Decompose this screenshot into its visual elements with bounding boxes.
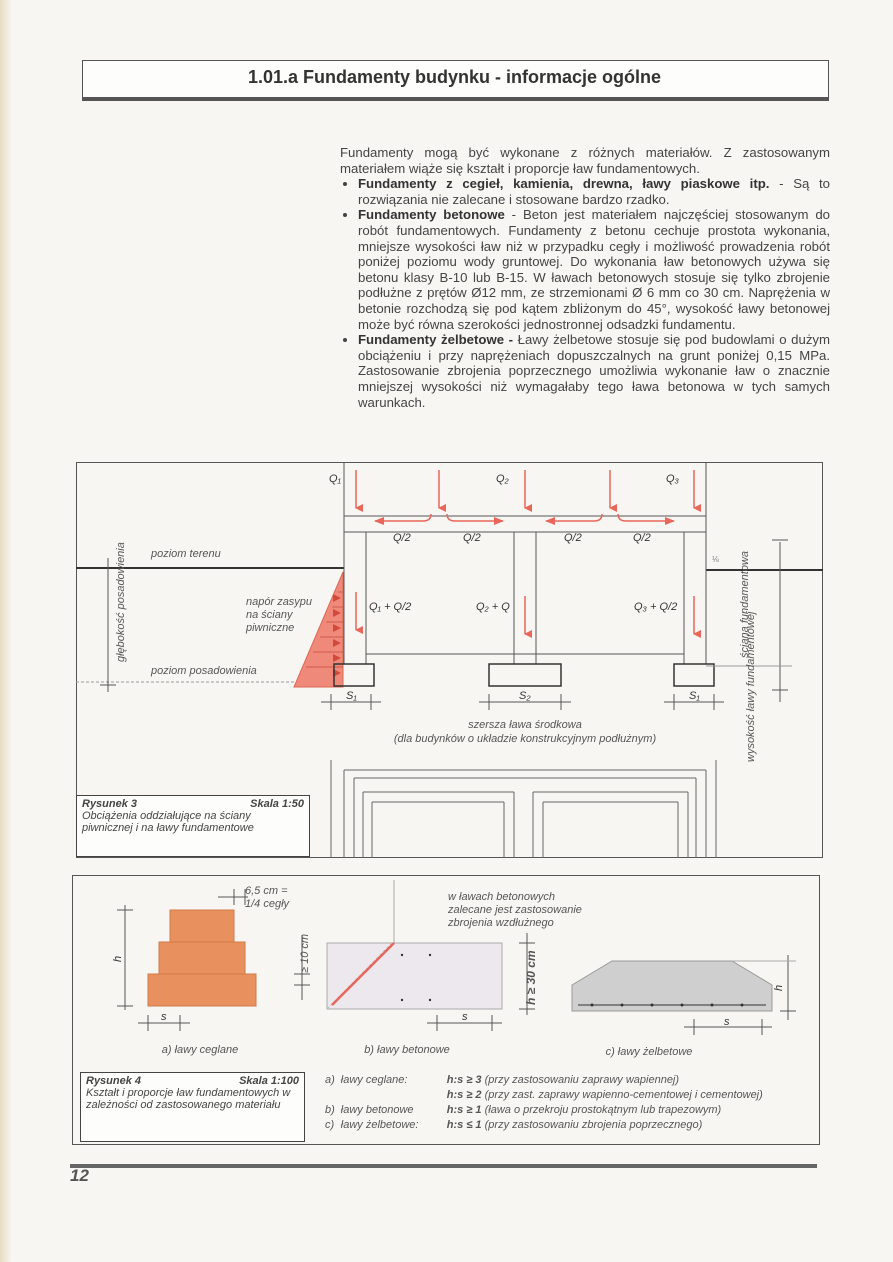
caption-scale: Skala 1:100 <box>239 1075 299 1087</box>
concrete-note: w ławach betonowych zalecane jest zastosowanie zbrojenia wzdłużnego <box>448 891 582 929</box>
foundation-type-list <box>340 176 830 410</box>
item-text: - Beton jest materiałem najczęściej stosowanym do robót fundamentowych. Fundamenty z betonu cechuje prostota wykonania, mniejsze wysokości ław niż w przypadku cegły i możliwość prowadzenia robót poniżej poziomu wody gruntowej. Do wykonania ław betonowych używa się betonu klasy B-10 lub B-15. W ławach betonowych stosuje się tylko zbrojenie podłużne z prętów Ø12 mm, ze strzemionami Ø 6 mm co 30 cm. Naprężenia w betonie rozchodzą się pod kątem zbliżonym do 45°, wysokość ławy betonowej może być równa szerokości jednostronnej odsadzki fundamentu. <box>358 207 830 332</box>
svg-text:Q/2: Q/2 <box>633 532 651 544</box>
svg-text:(dla budynków o układzie konst: (dla budynków o układzie konstrukcyjnym podłużnym) <box>393 733 657 745</box>
title-rule <box>82 97 829 101</box>
item-heading: Fundamenty żelbetowe - <box>358 332 514 348</box>
foundation-level-label: poziom posadowienia <box>151 665 257 677</box>
ratio-legend <box>325 1073 769 1133</box>
legend-row: c) ławy żelbetowe: h:s ≤ 1 (przy zastosowaniu zbrojenia poprzecznego) <box>325 1119 703 1131</box>
q3-label: Q₃ <box>666 473 679 485</box>
svg-text:S₂: S₂ <box>519 690 531 702</box>
wall-label: ściana fundamentowa <box>739 550 751 658</box>
list-item <box>358 207 830 332</box>
svg-text:s: s <box>724 1016 730 1028</box>
item-text: - Są to rozwiązania nie zalecane i stosowane bardzo rzadko. <box>358 176 830 207</box>
svg-text:h: h <box>773 984 785 991</box>
intro-text <box>340 145 830 410</box>
svg-text:s: s <box>462 1011 468 1023</box>
caption-text: Kształt i proporcje ław fundamentowych w zależności od zastosowanego materiału <box>86 1087 291 1111</box>
load2-label: Q₂ + Q <box>476 601 510 613</box>
svg-text:6,5 cm =: 6,5 cm = <box>245 885 288 897</box>
legend-row: b) ławy betonowe h:s ≥ 1 (ława o przekroju prostokątnym lub trapezowym) <box>325 1104 722 1116</box>
caption-text: Obciążenia oddziałujące na ściany piwnicznej i na ławy fundamentowe <box>82 810 254 834</box>
load3-label: Q₃ + Q/2 <box>634 601 678 613</box>
page-title: 1.01.a Fundamenty budynku - informacje ogólne <box>247 67 662 87</box>
figure-3 <box>76 462 823 858</box>
svg-text:Q/2: Q/2 <box>393 532 411 544</box>
q2-label: Q₂ <box>496 473 509 485</box>
intro-paragraph: Fundamenty mogą być wykonane z różnych materiałów. Z zastosowanym materiałem wiąże się kształt i proporcje ław fundamentowych. <box>340 145 830 176</box>
item-heading: Fundamenty z cegieł, kamienia, drewna, ławy piaskowe itp. <box>358 176 770 192</box>
svg-text:1/4 cegły: 1/4 cegły <box>245 898 290 910</box>
label-b: b) ławy betonowe <box>364 1044 450 1056</box>
item-text: Ławy żelbetowe stosuje się pod budowlami o dużym obciążeniu i przy naprężeniach dopuszczalnych na grunt poniżej 0,15 MPa. Zastosowanie zbrojenia poprzecznego umożliwia wykonanie ław o znacznie mniejszej wysokości niż wymagałaby tego ława betonowa w tych samych warunkach. <box>358 332 830 410</box>
svg-text:s: s <box>161 1011 167 1023</box>
svg-text:⅛: ⅛ <box>712 555 719 564</box>
caption-scale: Skala 1:50 <box>250 798 304 810</box>
svg-text:S₁: S₁ <box>346 690 357 702</box>
svg-text:≥ 10 cm: ≥ 10 cm <box>299 933 311 973</box>
caption-title: Rysunek 4 <box>86 1075 142 1087</box>
footer-rule <box>70 1164 817 1168</box>
legend-row: h:s ≥ 2 (przy zast. zaprawy wapienno-cementowej i cementowej) <box>446 1089 763 1101</box>
figure-4-caption <box>80 1072 305 1142</box>
svg-text:Q/2: Q/2 <box>463 532 481 544</box>
backfill-label: napór zasypu na ściany piwniczne <box>246 596 313 634</box>
caption-title: Rysunek 3 <box>82 798 138 810</box>
concrete-footing <box>327 943 502 1009</box>
svg-text:h: h <box>112 955 124 962</box>
page-number: 12 <box>70 1166 89 1185</box>
label-a: a) ławy ceglane <box>161 1044 239 1056</box>
svg-text:S₁: S₁ <box>689 690 700 702</box>
load1-label: Q₁ + Q/2 <box>369 601 412 613</box>
middle-note: szersza ława środkowa <box>468 719 582 731</box>
legend-row: a) ławy ceglane: h:s ≥ 3 (przy zastosowaniu zaprawy wapiennej) <box>325 1074 680 1086</box>
item-heading: Fundamenty betonowe <box>358 207 505 223</box>
page-edge <box>0 0 12 1262</box>
list-item <box>358 176 830 207</box>
ground-label: poziom terenu <box>151 548 221 560</box>
label-c: c) ławy żelbetowe <box>605 1046 693 1058</box>
brick-footing <box>148 910 256 1006</box>
figure-3-caption <box>76 795 310 857</box>
svg-text:h ≥ 30 cm: h ≥ 30 cm <box>524 950 538 1005</box>
depth-label: głębokość posadowienia <box>115 542 127 662</box>
svg-text:Q/2: Q/2 <box>564 532 582 544</box>
footing-height-label: wysokość ławy fundamentowej <box>745 611 757 762</box>
q1-label: Q₁ <box>329 473 342 485</box>
list-item <box>358 332 830 410</box>
